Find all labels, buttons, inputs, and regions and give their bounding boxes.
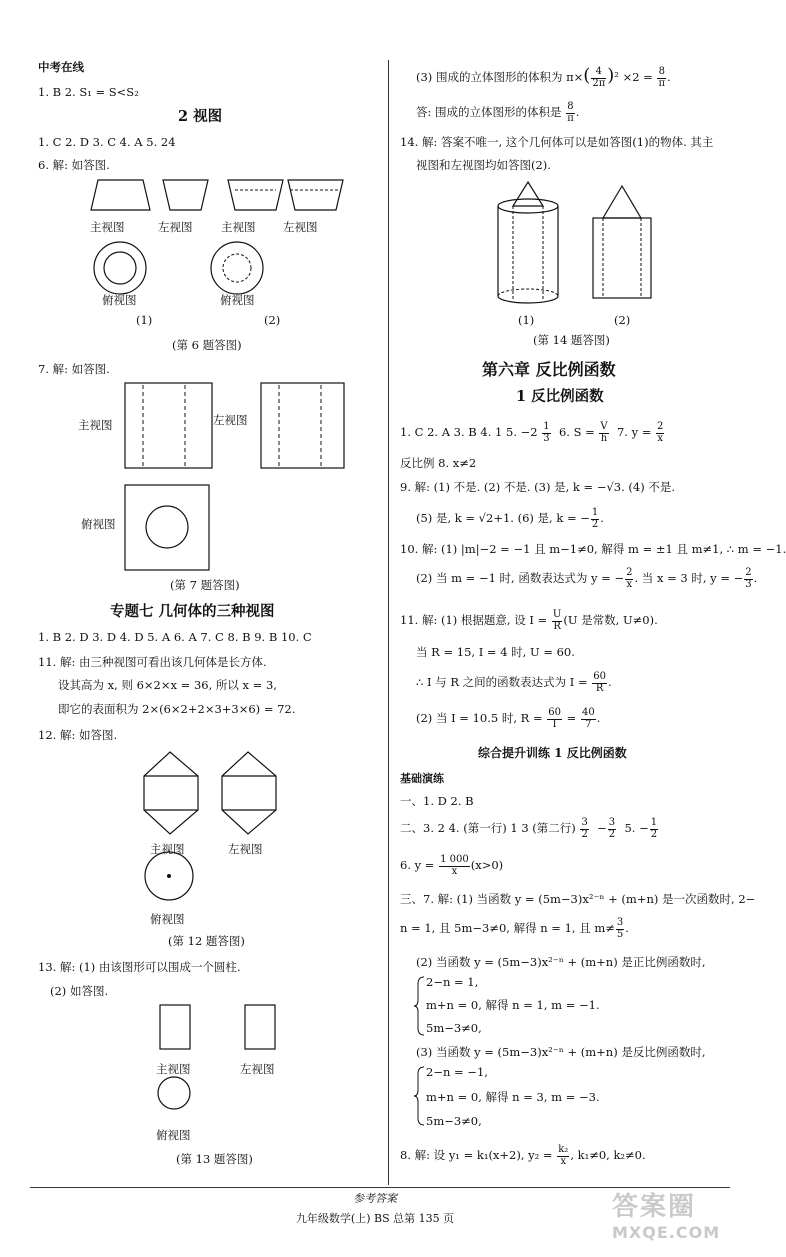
q11r-line-4: (2) 当 I = 10.5 时, R = $\frac{60}{I}$ = $\frac{40}{7}$ .	[416, 707, 601, 730]
q12-intro: 12. 解: 如答图.	[38, 728, 118, 742]
q13-figure	[38, 1005, 378, 1125]
site-watermark-logo	[612, 1186, 742, 1248]
system-2-eq-2: m+n = 0, 解得 n = 3, m = −3.	[426, 1090, 600, 1104]
q11-line-3: 即它的表面积为 2×(6×2+2×3+3×6) = 72.	[58, 702, 296, 716]
q7-right-line-3: (2) 当函数 y = (5m−3)x²⁻ⁿ + (m+n) 是正比例函数时,	[416, 955, 706, 969]
q6-left-label-2: 左视图	[283, 220, 318, 234]
q13-part3: (3) 围成的立体图形的体积为 π×( $\frac{4}{2\pi}$ )² ×2 = $\frac{8}{\pi}$ .	[416, 65, 671, 89]
topic-7-answers: 1. B 2. D 3. D 4. D 5. A 6. A 7. C 8. B 9. B 10. C	[38, 630, 312, 644]
q14-fig-number-1: (1)	[518, 313, 535, 327]
section-2-title: 2 视图	[178, 108, 223, 125]
q14-line-1: 14. 解: 答案不唯一, 这个几何体可以是如答图(1)的物体. 其主	[400, 135, 714, 149]
q6-top-label-1: 俯视图	[102, 293, 137, 307]
section-2-answers: 1. C 2. D 3. C 4. A 5. 24	[38, 135, 176, 149]
system-brace-2	[414, 1066, 426, 1126]
q6-intro: 6. 解: 如答图.	[38, 158, 110, 172]
exam-online-heading: 中考在线	[38, 60, 84, 74]
column-divider	[388, 60, 389, 1185]
q12-figure	[38, 752, 378, 912]
q7-top-label: 俯视图	[81, 517, 116, 531]
q6-caption: (第 6 题答图)	[172, 338, 242, 352]
q6-fig-number-1: (1)	[136, 313, 153, 327]
section-1-title: 1 反比例函数	[516, 388, 604, 405]
q8-right-line: 8. 解: 设 y₁ = k₁(x+2), y₂ = $\frac{\text{k₂}}{x}$ , k₁≠0, k₂≠0.	[400, 1144, 646, 1167]
q9-line-2: (5) 是, k = √2+1. (6) 是, k = − $\frac{1}{2}$ .	[416, 507, 604, 530]
training-title: 综合提升训练 1 反比例函数	[478, 746, 627, 760]
system-2-eq-3: 5m−3≠0,	[426, 1114, 482, 1128]
q10-line-2: (2) 当 m = −1 时, 函数表达式为 y = − $\frac{2}{x}$ . 当 x = 3 时, y = − $\frac{2}{3}$ .	[416, 567, 758, 590]
q6-top-label-2: 俯视图	[220, 293, 255, 307]
topic-7-title: 专题七 几何体的三种视图	[110, 603, 275, 620]
q13-line-2: (2) 如答图.	[50, 984, 109, 998]
q11-line-1: 11. 解: 由三种视图可看出该几何体是长方体.	[38, 655, 267, 669]
q10-line-1: 10. 解: (1) |m|−2 = −1 且 m−1≠0, 解得 m = ±1 且 m≠1, ∴ m = −1.	[400, 542, 786, 556]
q11r-line-3: ∴ I 与 R 之间的函数表达式为 I = $\frac{60}{R}$ .	[416, 671, 612, 694]
q12-caption: (第 12 题答图)	[168, 934, 245, 948]
watermark-logo-text: 答案圈	[612, 1192, 697, 1222]
part-2-answers: 二、3. 2 4. (第一行) 1 3 (第二行) $\frac{3}{2}$ − $\frac{3}{2}$ 5. − $\frac{1}{2}$	[400, 817, 658, 840]
system-1-eq-1: 2−n = 1,	[426, 975, 479, 989]
q6-right-answer: 6. y = $\frac{1 000}{x}$ (x>0)	[400, 854, 504, 877]
q6-front-label-2: 主视图	[221, 220, 256, 234]
q14-line-2: 视图和左视图均如答图(2).	[416, 158, 551, 172]
q7-right-line-1: 三、7. 解: (1) 当函数 y = (5m−3)x²⁻ⁿ + (m+n) 是一次函数时, 2−	[400, 892, 756, 906]
q7-intro: 7. 解: 如答图.	[38, 362, 110, 376]
footer-ref: 参考答案	[353, 1192, 397, 1205]
q13-caption: (第 13 题答图)	[176, 1152, 253, 1166]
q6-fig-number-2: (2)	[264, 313, 281, 327]
q13-answer: 答: 围成的立体图形的体积是 $\frac{8}{\pi}$ .	[416, 101, 580, 124]
section-1-answers-cont: 反比例 8. x≠2	[400, 456, 477, 470]
q7-right-line-2: n = 1, 且 5m−3≠0, 解得 n = 1, 且 m≠ $\frac{3}{5}$ .	[400, 917, 629, 940]
system-brace-1	[414, 976, 426, 1036]
q9-line-1: 9. 解: (1) 不是. (2) 不是. (3) 是, k = −√3. (4) 不是.	[400, 480, 676, 494]
system-1-eq-3: 5m−3≠0,	[426, 1021, 482, 1035]
q7-front-label: 主视图	[78, 418, 113, 432]
q13-left-label: 左视图	[240, 1062, 275, 1076]
q12-left-label: 左视图	[228, 842, 263, 856]
q7-left-label: 左视图	[213, 413, 248, 427]
basic-practice-heading: 基础演练	[400, 772, 444, 785]
section-1-answers: 1. C 2. A 3. B 4. 1 5. −2 $\frac{1}{3}$ 6. S = $\frac{V}{h}$ 7. y = $\frac{2}{x}$	[400, 421, 664, 444]
chapter-6-title: 第六章 反比例函数	[482, 360, 616, 379]
q12-front-label: 主视图	[150, 842, 185, 856]
watermark-logo-url: MXQE.COM	[612, 1223, 721, 1242]
q14-fig-number-2: (2)	[614, 313, 631, 327]
q6-left-label-1: 左视图	[158, 220, 193, 234]
q13-line-1: 13. 解: (1) 由该图形可以围成一个圆柱.	[38, 960, 241, 974]
q12-top-label: 俯视图	[150, 912, 185, 926]
q7-right-line-4: (3) 当函数 y = (5m−3)x²⁻ⁿ + (m+n) 是反比例函数时,	[416, 1045, 706, 1059]
q13-front-label: 主视图	[156, 1062, 191, 1076]
q6-front-label-1: 主视图	[90, 220, 125, 234]
footer-page-info: 九年级数学(上) BS 总第 135 页	[295, 1212, 455, 1225]
q11r-line-1: 11. 解: (1) 根据题意, 设 I = $\frac{U}{R}$ (U 是常数, U≠0).	[400, 609, 658, 632]
q7-figure	[38, 383, 378, 573]
q14-caption: (第 14 题答图)	[533, 333, 610, 347]
q11r-line-2: 当 R = 15, I = 4 时, U = 60.	[416, 645, 575, 659]
q13-top-label: 俯视图	[156, 1128, 191, 1142]
system-2-eq-1: 2−n = −1,	[426, 1065, 488, 1079]
part-1-answers: 一、1. D 2. B	[400, 794, 474, 808]
q6-figure	[38, 180, 378, 320]
exam-online-answers: 1. B 2. S₁ = S<S₂	[38, 85, 139, 99]
q14-figure	[400, 180, 730, 315]
q7-caption: (第 7 题答图)	[170, 578, 240, 592]
q11-line-2: 设其高为 x, 则 6×2×x = 36, 所以 x = 3,	[58, 678, 277, 692]
system-1-eq-2: m+n = 0, 解得 n = 1, m = −1.	[426, 998, 600, 1012]
